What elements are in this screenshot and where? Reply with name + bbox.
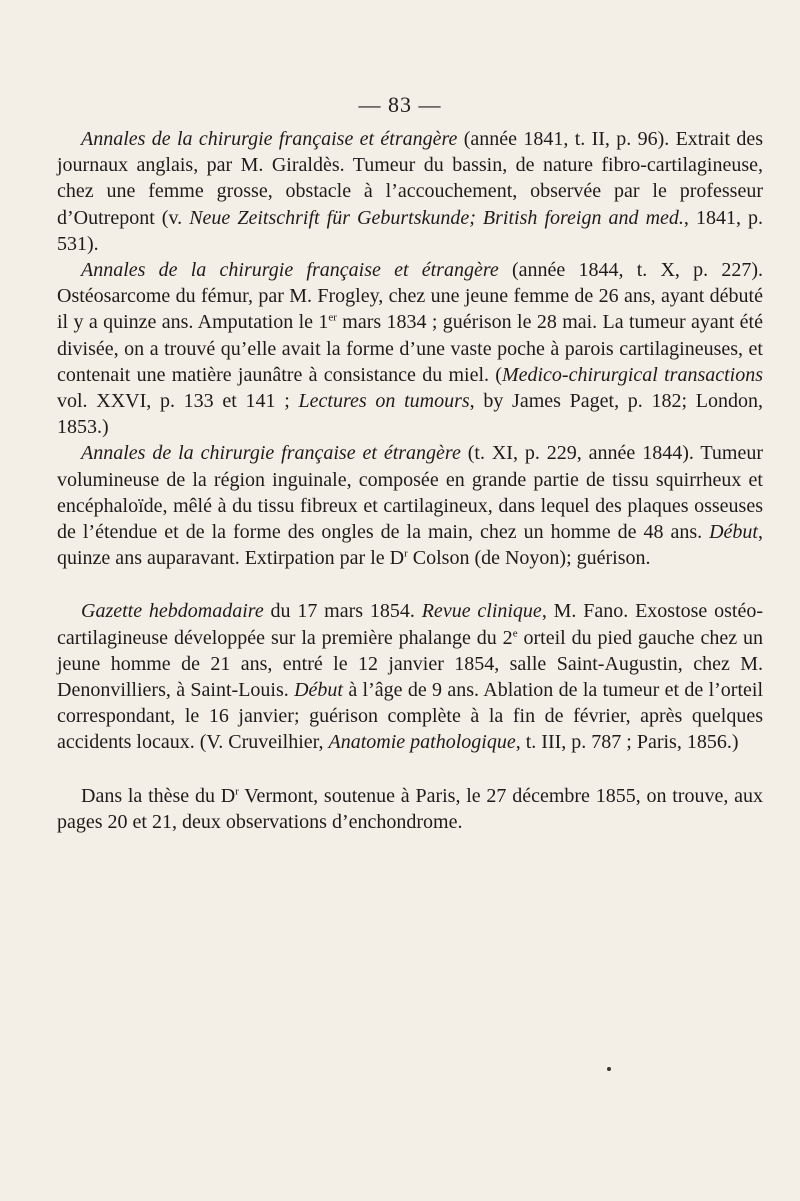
text-run: à l’âge de 9 ans. Ablation de la tumeur et de l’orteil correspondant, le 16 janvier; guérison complète à la fin de février, après quelques accidents locaux. (V. Cruveilhier, [57,679,764,754]
text-run: (année 1844, t. X, p. 227). Ostéosarcome du fémur, par M. Frogley, chez une jeune femme de 26 ans, ayant débuté il y a quinze ans. Amputation le 1 [57,259,764,334]
superscript: er [328,311,337,324]
text-run: du 17 mars 1854. [263,600,422,623]
italic-title: Anatomie pathologique [328,731,516,754]
italic-title: Annales de la chirurgie française et étrangère [81,259,499,282]
superscript: r [404,547,408,560]
italic-title: Annales de la chirurgie française et étrangère [81,442,461,465]
body-text [57,126,763,835]
text-run: , 1841, p. 531). [57,206,763,255]
text-run: orteil du pied gauche chez un jeune homme de 21 ans, entré le 12 janvier 1854, salle Saint-Augustin, chez M. Denonvilliers, à Saint-Louis. [57,626,763,702]
text-run: , M. Fano. Exostose ostéo-cartilagineuse développée sur la première phalange du 2 [57,600,763,649]
italic-title: Neue Zeitschrift für Geburtskunde; British foreign and med. [189,206,684,229]
text-run: , by James Paget, p. 182; London, 1853.) [57,390,763,439]
text-run: mars 1834 ; guérison le 28 mai. La tumeur ayant été divisée, on a trouvé qu’elle avait la forme d’une vaste poche à parois cartilagineuses, et contenait une matière jaunâtre à consistance du miel. ( [57,311,763,386]
text-run: (année 1841, t. II, p. 96). Extrait des journaux anglais, par M. Giraldès. Tumeur du bassin, de nature fibro-cartilagineuse, chez une femme grosse, obstacle à l’accouchement, observée par le professeur d’Outrepont (v. [57,128,764,229]
italic-title: Gazette hebdomadaire [81,600,264,623]
italic-title: Revue clinique [421,600,542,623]
paragraph [57,126,763,257]
text-run: , quinze ans auparavant. Extirpation par le D [57,521,763,570]
text-run: , t. III, p. 787 ; Paris, 1856.) [515,731,739,754]
text-run: Vermont, soutenue à Paris, le 27 décembre 1855, on trouve, aux pages 20 et 21, deux observations d’enchondrome. [57,784,763,833]
italic-title: Début [294,679,343,702]
text-run: Dans la thèse du D [81,784,236,807]
paragraph [57,783,763,835]
italic-title: Début [709,521,758,544]
superscript: r [235,785,239,798]
text-run: vol. XXVI, p. 133 et 141 ; [57,390,299,413]
paragraph [57,440,763,571]
text-run: Colson (de Noyon); guérison. [407,547,651,570]
superscript: e [512,627,518,639]
ink-speck [607,1067,611,1071]
page-number: — 83 — [358,92,442,117]
text-run: (t. XI, p. 229, année 1844). Tumeur volumineuse de la région inguinale, composée en grande partie de tissu squirrheux et encéphaloïde, mêlé à du tissu fibreux et cartilagineux, dans lequel des plaques osseuses de l’étendue et de la forme des ongles de la main, chez un homme de 48 ans. [57,442,764,544]
italic-title: Medico-chirurgical transactions [501,363,763,386]
paragraph [57,257,763,440]
paragraph [57,598,763,755]
italic-title: Annales de la chirurgie française et étrangère [81,128,458,150]
italic-title: Lectures on tumours [298,390,470,413]
